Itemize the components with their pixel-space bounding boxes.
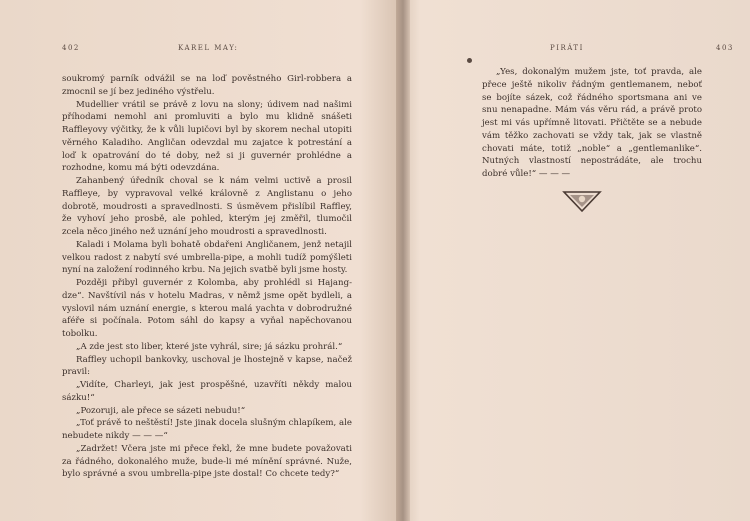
ink-mark [467, 58, 472, 63]
paragraph: „A zde jest sto liber, které jste vyhrál, sire; já sázku prohrál.“ [76, 341, 343, 352]
right-page-number: 403 [716, 44, 734, 52]
left-running-head: KAREL MAY: [178, 44, 239, 52]
paragraph: „Pozoruji, ale přece se sázeti nebudu!“ [76, 405, 246, 416]
paragraph: Kaladi i Molama byli bohatě obdařeni Angličanem, jenž netajil velkou radost z nabytí své umbrella-pipe, a mohli tudíž pomýšleti nyní na založení rodinného krbu. Na jejich svatbě byli jsme hosty. [62, 239, 352, 276]
right-page [410, 0, 750, 521]
paragraph: „Vidíte, Charleyi, jak jest prospěšné, uzavříti někdy malou sázku!“ [62, 380, 352, 403]
paragraph: soukromý parník odvážil se na loď pověstného Girl-robbera a zmocnil se jí bez jediného výstřelu. [62, 74, 352, 97]
paragraph: „Zadržet! Včera jste mi přece řekl, že mne budete považovati za řádného, dokonalého muže, bude-li mé mínění správné. Nuže, bylo správné a svou umbrella-pipe jste dostal! Co chcete tedy?“ [62, 443, 352, 480]
right-page-text [482, 66, 702, 181]
right-running-head: PIRÁTI [550, 44, 584, 52]
paragraph: Později přibyl guvernér z Kolomba, aby prohlédl si Hajang-dze“. Navštívil nás v hotelu Madras, v němž jsme opět bydleli, a vyslovil nám uznání energie, s kterou malá yachta v dobrodružné aféře si počínala. Potom sáhl do kapsy a vyňal napěchovanou tobolku. [62, 278, 352, 339]
paragraph: „Toť právě to neštěstí! Jste jinak docela slušným chlapíkem, ale nebudete nikdy — — —“ [62, 418, 352, 441]
paragraph: Zahanbený úředník choval se k nám velmi uctivě a prosil Raffleye, by vypravoval velké královně z Anglistanu o jeho dobrotě, moudrosti a spravedlnosti. S úsměvem přislíbil Raffley, že vyhoví jeho prosbě, ale pohled, kterým jej změřil, tlumočil zcela něco jiného než uznání jeho moudrosti a spravedlnosti. [62, 176, 352, 237]
paragraph: Mudellier vrátil se právě z lovu na slony; údivem nad našimi příhodami nemohl ani promluviti a bylo mu klidně snášeti Raffleyovy výčitky, že k vůli lupičovi byl by skorem nechal utopiti věrného Kaladiho. Angličan odevzdal mu zajatce k potrestání a loď k opatrování do té doby, než si ji guvernér prohlédne a rozhodne, komu má býti odevzdána. [62, 99, 352, 174]
paragraph: „Yes, dokonalým mužem jste, toť pravda, ale přece ještě nikoliv řádným gentlemanem, neboť se bojíte sázek, což řádného sportsmana ani ve snu nenapadne. Mám vás věru rád, a právě proto jest mi vás upřímně litovati. Přičtěte se a nebude vám těžko zachovati se vždy tak, jak se vlastně chovati máte, totiž „noble“ a „gentlemanlike“. Nutných vlastností nepostrádáte, ale trochu dobré vůle!“ — — — [482, 67, 702, 179]
paragraph: Raffley uchopil bankovky, uschoval je lhostejně v kapse, načež pravil: [62, 354, 352, 378]
left-page-text [62, 73, 352, 481]
left-page-number: 402 [62, 44, 80, 52]
tailpiece-ornament-icon [562, 187, 602, 213]
book-gutter [396, 0, 410, 521]
